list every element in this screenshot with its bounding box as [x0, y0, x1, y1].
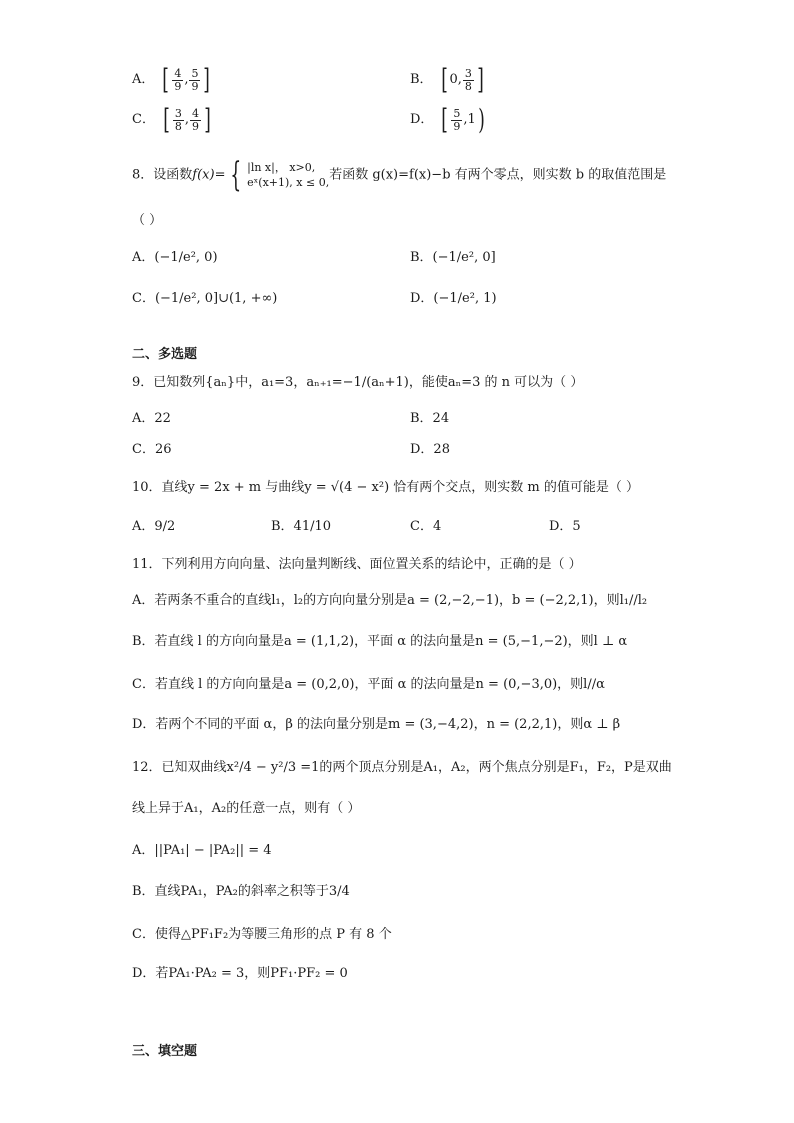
q8-option-a: A．(−1/e², 0): [132, 250, 218, 265]
q7-option-a: A． [ $\frac{4}{9}$ , $\frac{5}{9}$ ]: [132, 63, 211, 96]
q12-option-a: A．||PA₁| − |PA₂|| = 4: [132, 843, 272, 858]
q10-option-d: D．5: [549, 519, 581, 534]
q11-option-b: B．若直线 l 的方向向量是a = (1,1,2)，平面 α 的法向量是n = (5,−1,−2)，则l ⊥ α: [132, 634, 628, 649]
q9-option-c: C．26: [132, 442, 172, 457]
q12-stem-line1: 12．已知双曲线x²/4 − y²/3 =1的两个顶点分别是A₁，A₂，两个焦点分别是F₁，F₂，P是双曲: [132, 760, 672, 775]
q10-stem: 10．直线y = 2x + m 与曲线y = √(4 − x²) 恰有两个交点，则实数 m 的值可能是（ ）: [132, 480, 640, 495]
q9-options-row2: [132, 441, 692, 459]
q10-option-b: B．41/10: [271, 519, 332, 534]
q9-option-d: D．28: [410, 442, 450, 457]
q10-option-a: A．9/2: [132, 519, 176, 534]
q12-stem-line2: 线上异于A₁，A₂的任意一点，则有（ ）: [132, 801, 361, 816]
q7-options-row2: [132, 103, 692, 136]
section-multiple-choice: 二、多选题: [132, 347, 198, 362]
q11-stem: 11．下列利用方向向量、法向量判断线、面位置关系的结论中，正确的是（ ）: [132, 557, 582, 572]
section-fill-in-blank: 三、填空题: [132, 1044, 198, 1059]
q7-option-d: D． [ $\frac{5}{9}$ ,1 ): [410, 103, 485, 136]
q10-option-c: C．4: [410, 519, 442, 534]
q12-option-d: D．若PA₁·PA₂ = 3，则PF₁·PF₂ = 0: [132, 966, 348, 981]
q8-option-c: C．(−1/e², 0]∪(1, +∞): [132, 291, 278, 306]
q11-option-a: A．若两条不重合的直线l₁，l₂的方向向量分别是a = (2,−2,−1)，b = (−2,2,1)，则l₁//l₂: [132, 593, 648, 608]
piecewise-function: { |ln x|， x>0, eˣ(x+1), x ≤ 0,: [230, 155, 330, 195]
q11-option-d: D．若两个不同的平面 α，β 的法向量分别是m = (3,−4,2)，n = (2,2,1)，则α ⊥ β: [132, 717, 621, 732]
q8-options-row2: [132, 290, 692, 308]
q9-option-b: B．24: [410, 411, 450, 426]
q8-option-b: B．(−1/e², 0]: [410, 250, 496, 265]
q9-stem: 9．已知数列{aₙ}中，a₁=3，aₙ₊₁=−1/(aₙ+1)，能使aₙ=3 的 n 可以为（ ）: [132, 375, 584, 390]
q10-options: [132, 518, 692, 536]
q12-option-b: B．直线PA₁，PA₂的斜率之积等于3/4: [132, 884, 350, 899]
q8-option-d: D．(−1/e², 1): [410, 291, 497, 306]
q7-options-row1: [132, 63, 692, 96]
q9-option-a: A．22: [132, 411, 171, 426]
q11-option-c: C．若直线 l 的方向向量是a = (0,2,0)，平面 α 的法向量是n = (0,−3,0)，则l//α: [132, 677, 605, 692]
q8-options-row1: [132, 249, 692, 267]
q8-paren: （ ）: [132, 213, 163, 228]
q8-stem: 8．设函数f(x)= { |ln x|， x>0, eˣ(x+1), x ≤ 0, 若函数 g(x)=f(x)−b 有两个零点，则实数 b 的取值范围是: [132, 155, 667, 195]
q7-option-b: B． [ 0, $\frac{3}{8}$ ]: [410, 63, 484, 96]
q7-option-c: C． [ $\frac{3}{8}$ , $\frac{4}{9}$ ]: [132, 103, 211, 136]
q9-options-row1: [132, 410, 692, 428]
q12-option-c: C．使得△PF₁F₂为等腰三角形的点 P 有 8 个: [132, 927, 392, 942]
